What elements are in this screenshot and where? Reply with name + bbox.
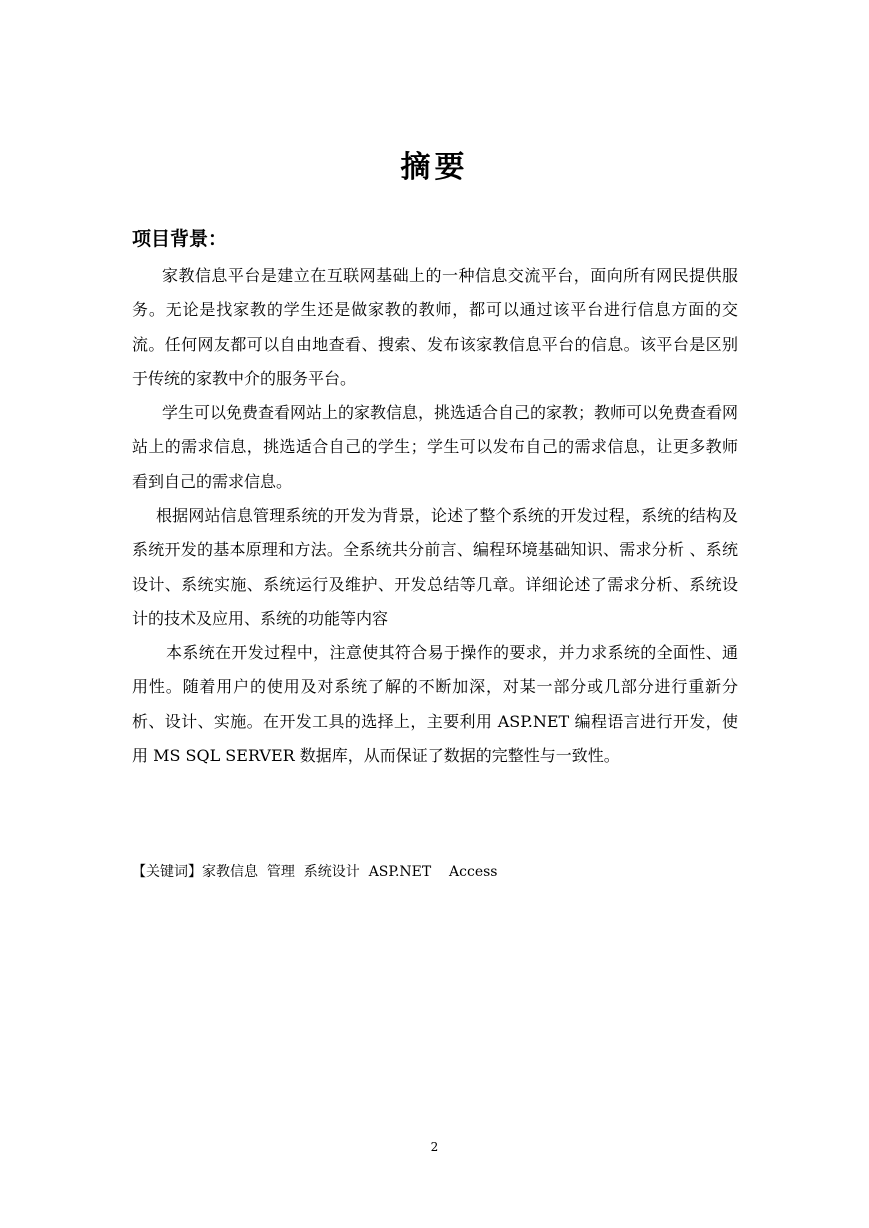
page-title: 摘要 (400, 150, 469, 185)
paragraph-3: 根据网站信息管理系统的开发为背景，论述了整个系统的开发过程，系统的结构及系统开发的基本原理和方法。全系统共分前言、编程环境基础知识、需求分析 、系统设计、系统实施、系统运行及维护、开发总结等几章。详细论述了需求分析、系统设计的技术及应用、系统的功能等内容 (132, 506, 738, 628)
paragraph-2: 学生可以免费查看网站上的家教信息，挑选适合自己的家教；教师可以免费查看网站上的需求信息，挑选适合自己的学生；学生可以发布自己的需求信息，让更多教师看到自己的需求信息。 (132, 403, 739, 491)
section-heading: 项目背景： (132, 228, 228, 250)
paragraph-4: 本系统在开发过程中，注意使其符合易于操作的要求，并力求系统的全面性、通用性。随着用户的使用及对系统了解的不断加深，对某一部分或几部分进行重新分析、设计、实施。在开发工具的选择上，主要利用 ASP.NET 编程语言进行开发，使用 MS SQL SERVER 数据库，从而保证了数据的完整性与一致性。 (132, 643, 738, 765)
paragraph-1: 家教信息平台是建立在互联网基础上的一种信息交流平台，面向所有网民提供服务。无论是找家教的学生还是做家教的教师，都可以通过该平台进行信息方面的交流。任何网友都可以自由地查看、搜索、发布该家教信息平台的信息。该平台是区别于传统的家教中介的服务平台。 (132, 266, 738, 388)
page-number: 2 (430, 1140, 439, 1154)
keywords-line: 【关键词】家教信息 管理 系统设计 ASP.NET Access (132, 864, 498, 880)
